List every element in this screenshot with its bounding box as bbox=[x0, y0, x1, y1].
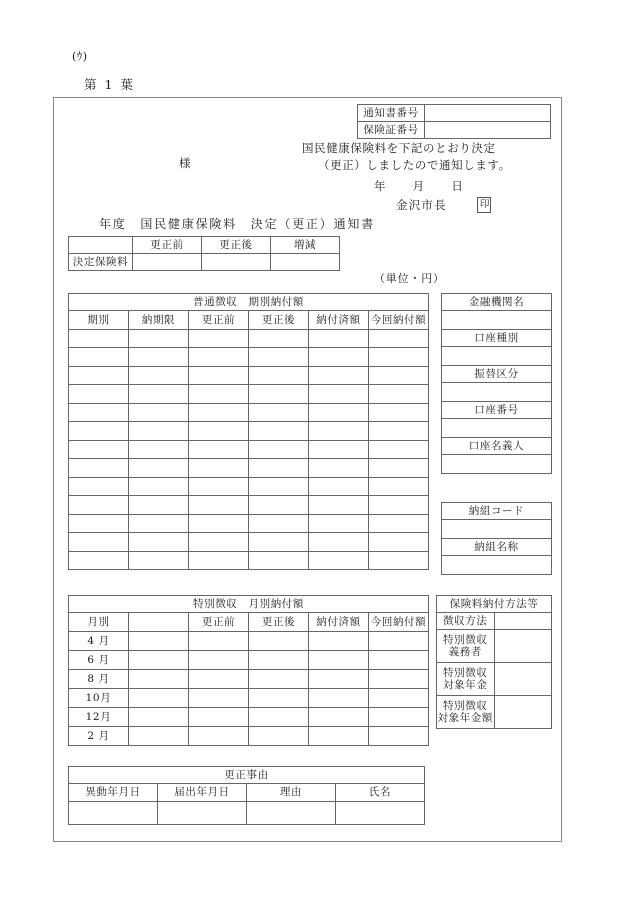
cell-before[interactable] bbox=[189, 440, 249, 459]
table-header-row bbox=[69, 311, 429, 330]
cell-current[interactable] bbox=[369, 514, 429, 533]
cell-after[interactable] bbox=[249, 727, 309, 746]
decided-header-diff: 増減 bbox=[271, 237, 340, 254]
cell-paid[interactable] bbox=[309, 422, 369, 441]
issuer-name: 金沢市長 bbox=[396, 198, 447, 212]
target-pension-label-line1: 特別徴収 bbox=[443, 666, 488, 679]
table-row bbox=[442, 438, 552, 455]
ordinary-header-paid: 納付済額 bbox=[309, 311, 369, 330]
cell-before[interactable] bbox=[189, 708, 249, 727]
target-pension-amount-label-line1: 特別徴収 bbox=[443, 699, 488, 712]
table-row bbox=[69, 477, 429, 496]
cell-before[interactable] bbox=[189, 348, 249, 367]
cell-period[interactable] bbox=[69, 440, 129, 459]
cell-after[interactable] bbox=[249, 670, 309, 689]
cell-period[interactable] bbox=[69, 551, 129, 570]
decided-premium-table bbox=[68, 236, 340, 271]
cell-current[interactable] bbox=[369, 477, 429, 496]
leaf-label: 第 1 葉 bbox=[84, 77, 135, 92]
table-row bbox=[69, 459, 429, 478]
ordinary-collection-caption: 普通徴収 期別納付額 bbox=[69, 294, 429, 311]
reason-cell-reason[interactable] bbox=[247, 802, 336, 825]
cell-blank[interactable] bbox=[129, 689, 189, 708]
decided-header-before: 更正前 bbox=[133, 237, 202, 254]
account-type-label: 口座種別 bbox=[442, 330, 552, 347]
cell-period[interactable] bbox=[69, 477, 129, 496]
cell-after[interactable] bbox=[249, 329, 309, 348]
issuer-line bbox=[396, 197, 491, 213]
cell-current[interactable] bbox=[369, 459, 429, 478]
table-row bbox=[442, 383, 552, 402]
table-row bbox=[442, 311, 552, 330]
table-caption-row bbox=[69, 294, 429, 311]
cell-before[interactable] bbox=[189, 632, 249, 651]
special-collector-label-line2: 義務者 bbox=[448, 646, 482, 658]
cell-period[interactable] bbox=[69, 496, 129, 515]
special-header-after: 更正後 bbox=[249, 613, 309, 632]
table-row bbox=[69, 727, 429, 746]
payment-group-table bbox=[441, 502, 552, 575]
table-row bbox=[69, 533, 429, 552]
cell-after[interactable] bbox=[249, 708, 309, 727]
target-pension-label bbox=[437, 663, 495, 696]
cell-period[interactable] bbox=[69, 329, 129, 348]
cell-after[interactable] bbox=[249, 477, 309, 496]
collection-method-label: 徴収方法 bbox=[437, 613, 495, 630]
transfer-class-value[interactable] bbox=[442, 383, 552, 402]
decided-value-diff[interactable] bbox=[271, 254, 340, 271]
table-row bbox=[69, 422, 429, 441]
account-holder-label: 口座名義人 bbox=[442, 438, 552, 455]
account-number-label: 口座番号 bbox=[442, 402, 552, 419]
table-header-row bbox=[69, 784, 425, 802]
decided-value-after[interactable] bbox=[202, 254, 271, 271]
cell-before[interactable] bbox=[189, 477, 249, 496]
cell-paid[interactable] bbox=[309, 459, 369, 478]
table-row bbox=[442, 556, 552, 575]
cell-current[interactable] bbox=[369, 329, 429, 348]
cell-before[interactable] bbox=[189, 651, 249, 670]
cell-month: 4 月 bbox=[69, 632, 129, 651]
notice-line-1: 国民健康保険料を下記のとおり決定 bbox=[302, 141, 496, 155]
table-row bbox=[69, 651, 429, 670]
payment-method-caption: 保険料納付方法等 bbox=[437, 596, 552, 613]
insurance-card-number-label: 保険証番号 bbox=[358, 122, 425, 139]
ordinary-header-before: 更正前 bbox=[189, 311, 249, 330]
date-month-label: 月 bbox=[412, 179, 426, 193]
cell-paid[interactable] bbox=[309, 727, 369, 746]
reason-cell-name[interactable] bbox=[336, 802, 425, 825]
cell-paid[interactable] bbox=[309, 348, 369, 367]
cell-current[interactable] bbox=[369, 551, 429, 570]
collection-method-value[interactable] bbox=[494, 613, 552, 630]
cell-duedate[interactable] bbox=[129, 477, 189, 496]
table-header-row bbox=[69, 237, 340, 254]
table-row bbox=[69, 514, 429, 533]
cell-paid[interactable] bbox=[309, 651, 369, 670]
cell-blank[interactable] bbox=[129, 670, 189, 689]
addressee-honorific: 様 bbox=[179, 156, 191, 170]
target-pension-amount-label bbox=[437, 696, 495, 729]
special-collector-value[interactable] bbox=[494, 630, 552, 663]
table-caption-row bbox=[437, 596, 552, 613]
cell-paid[interactable] bbox=[309, 496, 369, 515]
table-row bbox=[442, 402, 552, 419]
form-mark: (ｳ) bbox=[72, 50, 88, 63]
cell-after[interactable] bbox=[249, 632, 309, 651]
cell-before[interactable] bbox=[189, 533, 249, 552]
table-row bbox=[358, 105, 551, 122]
cell-after[interactable] bbox=[249, 514, 309, 533]
reason-header-reason: 理由 bbox=[247, 784, 336, 802]
group-code-label: 納組コード bbox=[442, 503, 552, 520]
cell-duedate[interactable] bbox=[129, 329, 189, 348]
cell-after[interactable] bbox=[249, 366, 309, 385]
cell-current[interactable] bbox=[369, 422, 429, 441]
cell-paid[interactable] bbox=[309, 440, 369, 459]
cell-period[interactable] bbox=[69, 403, 129, 422]
cell-duedate[interactable] bbox=[129, 440, 189, 459]
cell-paid[interactable] bbox=[309, 385, 369, 404]
decided-value-before[interactable] bbox=[133, 254, 202, 271]
cell-blank[interactable] bbox=[129, 632, 189, 651]
cell-current[interactable] bbox=[369, 533, 429, 552]
table-row bbox=[442, 503, 552, 520]
cell-before[interactable] bbox=[189, 514, 249, 533]
transfer-class-label: 振替区分 bbox=[442, 366, 552, 383]
cell-duedate[interactable] bbox=[129, 403, 189, 422]
cell-after[interactable] bbox=[249, 689, 309, 708]
cell-current[interactable] bbox=[369, 651, 429, 670]
special-header-before: 更正前 bbox=[189, 613, 249, 632]
cell-before[interactable] bbox=[189, 727, 249, 746]
table-row bbox=[69, 632, 429, 651]
table-row bbox=[442, 455, 552, 474]
special-collector-label bbox=[437, 630, 495, 663]
cell-current[interactable] bbox=[369, 670, 429, 689]
account-type-value[interactable] bbox=[442, 347, 552, 366]
cell-before[interactable] bbox=[189, 459, 249, 478]
cell-paid[interactable] bbox=[309, 708, 369, 727]
table-row bbox=[358, 122, 551, 139]
cell-paid[interactable] bbox=[309, 403, 369, 422]
ordinary-header-after: 更正後 bbox=[249, 311, 309, 330]
cell-before[interactable] bbox=[189, 551, 249, 570]
cell-month: 6 月 bbox=[69, 651, 129, 670]
group-name-value[interactable] bbox=[442, 556, 552, 575]
group-name-label: 納組名称 bbox=[442, 539, 552, 556]
table-row bbox=[69, 403, 429, 422]
cell-period[interactable] bbox=[69, 422, 129, 441]
table-row bbox=[69, 670, 429, 689]
cell-period[interactable] bbox=[69, 366, 129, 385]
insurance-card-number-value[interactable] bbox=[425, 122, 551, 139]
cell-before[interactable] bbox=[189, 403, 249, 422]
cell-duedate[interactable] bbox=[129, 514, 189, 533]
decided-premium-label: 決定保険料 bbox=[69, 254, 133, 271]
cell-duedate[interactable] bbox=[129, 348, 189, 367]
cell-paid[interactable] bbox=[309, 514, 369, 533]
cell-current[interactable] bbox=[369, 348, 429, 367]
ordinary-header-current: 今回納付額 bbox=[369, 311, 429, 330]
notice-line-2: （更正）しましたので通知します。 bbox=[318, 157, 511, 172]
reason-cell-change-date[interactable] bbox=[69, 802, 158, 825]
table-row bbox=[442, 419, 552, 438]
date-year-label: 年 bbox=[374, 179, 387, 193]
table-row bbox=[437, 630, 552, 663]
page-title: 年度 国民健康保険料 決定（更正）通知書 bbox=[99, 217, 376, 231]
cell-after[interactable] bbox=[249, 459, 309, 478]
cell-current[interactable] bbox=[369, 403, 429, 422]
cell-after[interactable] bbox=[249, 533, 309, 552]
cell-before[interactable] bbox=[189, 422, 249, 441]
table-row bbox=[69, 254, 340, 271]
special-header-current: 今回納付額 bbox=[369, 613, 429, 632]
form-frame bbox=[53, 97, 562, 842]
table-row bbox=[69, 348, 429, 367]
cell-paid[interactable] bbox=[309, 670, 369, 689]
notice-number-table bbox=[357, 104, 551, 139]
ordinary-header-period: 期別 bbox=[69, 311, 129, 330]
account-number-value[interactable] bbox=[442, 419, 552, 438]
cell-current[interactable] bbox=[369, 496, 429, 515]
ordinary-collection-table bbox=[68, 293, 429, 570]
reason-cell-report-date[interactable] bbox=[158, 802, 247, 825]
cell-period[interactable] bbox=[69, 514, 129, 533]
table-row bbox=[442, 294, 552, 311]
table-row bbox=[69, 385, 429, 404]
cell-after[interactable] bbox=[249, 403, 309, 422]
cell-before[interactable] bbox=[189, 366, 249, 385]
cell-paid[interactable] bbox=[309, 689, 369, 708]
cell-paid[interactable] bbox=[309, 366, 369, 385]
table-row bbox=[442, 539, 552, 556]
cell-period[interactable] bbox=[69, 533, 129, 552]
notice-number-label: 通知書番号 bbox=[358, 105, 425, 122]
cell-duedate[interactable] bbox=[129, 496, 189, 515]
table-row bbox=[442, 520, 552, 539]
table-row bbox=[69, 329, 429, 348]
table-row bbox=[69, 440, 429, 459]
cell-after[interactable] bbox=[249, 496, 309, 515]
table-row bbox=[69, 551, 429, 570]
cell-month: 12月 bbox=[69, 708, 129, 727]
special-collector-label-line1: 特別徴収 bbox=[443, 633, 488, 646]
reason-header-report-date: 届出年月日 bbox=[158, 784, 247, 802]
group-code-value[interactable] bbox=[442, 520, 552, 539]
cell-duedate[interactable] bbox=[129, 533, 189, 552]
cell-after[interactable] bbox=[249, 651, 309, 670]
cell-before[interactable] bbox=[189, 689, 249, 708]
notice-text bbox=[302, 140, 548, 173]
cell-month: 10月 bbox=[69, 689, 129, 708]
cell-period[interactable] bbox=[69, 385, 129, 404]
cell-month: 8 月 bbox=[69, 670, 129, 689]
cell-duedate[interactable] bbox=[129, 366, 189, 385]
table-row bbox=[69, 689, 429, 708]
reason-header-change-date: 異動年月日 bbox=[69, 784, 158, 802]
cell-current[interactable] bbox=[369, 632, 429, 651]
cell-after[interactable] bbox=[249, 551, 309, 570]
cell-paid[interactable] bbox=[309, 533, 369, 552]
target-pension-amount-value[interactable] bbox=[494, 696, 552, 729]
cell-duedate[interactable] bbox=[129, 551, 189, 570]
cell-current[interactable] bbox=[369, 689, 429, 708]
cell-current[interactable] bbox=[369, 708, 429, 727]
correction-reason-caption: 更正事由 bbox=[69, 767, 425, 784]
cell-current[interactable] bbox=[369, 366, 429, 385]
table-row bbox=[437, 696, 552, 729]
cell-duedate[interactable] bbox=[129, 422, 189, 441]
cell-before[interactable] bbox=[189, 670, 249, 689]
target-pension-label-line2: 対象年金 bbox=[443, 679, 488, 691]
target-pension-amount-label-line2: 対象年金額 bbox=[437, 712, 493, 724]
cell-current[interactable] bbox=[369, 440, 429, 459]
table-row bbox=[442, 330, 552, 347]
table-caption-row bbox=[69, 596, 429, 613]
decided-header-after: 更正後 bbox=[202, 237, 271, 254]
table-row bbox=[69, 496, 429, 515]
cell-blank[interactable] bbox=[129, 651, 189, 670]
cell-blank[interactable] bbox=[129, 708, 189, 727]
cell-paid[interactable] bbox=[309, 551, 369, 570]
cell-duedate[interactable] bbox=[129, 459, 189, 478]
special-header-month: 月別 bbox=[69, 613, 129, 632]
target-pension-value[interactable] bbox=[494, 663, 552, 696]
cell-after[interactable] bbox=[249, 422, 309, 441]
seal-icon: 印 bbox=[477, 197, 492, 213]
table-row bbox=[69, 708, 429, 727]
bank-name-label: 金融機関名 bbox=[442, 294, 552, 311]
cell-current[interactable] bbox=[369, 385, 429, 404]
table-row bbox=[442, 366, 552, 383]
table-row bbox=[69, 802, 425, 825]
cell-period[interactable] bbox=[69, 459, 129, 478]
special-header-paid: 納付済額 bbox=[309, 613, 369, 632]
cell-before[interactable] bbox=[189, 385, 249, 404]
cell-paid[interactable] bbox=[309, 329, 369, 348]
cell-before[interactable] bbox=[189, 496, 249, 515]
table-row bbox=[442, 347, 552, 366]
date-line bbox=[374, 178, 464, 194]
special-header-blank bbox=[129, 613, 189, 632]
bank-name-value[interactable] bbox=[442, 311, 552, 330]
special-collection-caption: 特別徴収 月別納付額 bbox=[69, 596, 429, 613]
payment-method-table bbox=[436, 595, 552, 729]
cell-paid[interactable] bbox=[309, 632, 369, 651]
cell-before[interactable] bbox=[189, 329, 249, 348]
notice-number-value[interactable] bbox=[425, 105, 551, 122]
cell-period[interactable] bbox=[69, 348, 129, 367]
cell-month: 2 月 bbox=[69, 727, 129, 746]
table-row bbox=[69, 366, 429, 385]
ordinary-header-duedate: 納期限 bbox=[129, 311, 189, 330]
cell-after[interactable] bbox=[249, 385, 309, 404]
table-header-row bbox=[69, 613, 429, 632]
cell-current[interactable] bbox=[369, 727, 429, 746]
unit-note: （単位・円） bbox=[374, 272, 445, 285]
decided-corner-cell bbox=[69, 237, 133, 254]
correction-reason-table bbox=[68, 766, 425, 825]
cell-paid[interactable] bbox=[309, 477, 369, 496]
table-caption-row bbox=[69, 767, 425, 784]
cell-after[interactable] bbox=[249, 440, 309, 459]
table-row bbox=[437, 613, 552, 630]
reason-header-name: 氏名 bbox=[336, 784, 425, 802]
table-row bbox=[437, 663, 552, 696]
bank-info-table bbox=[441, 293, 552, 474]
account-holder-value[interactable] bbox=[442, 455, 552, 474]
cell-blank[interactable] bbox=[129, 727, 189, 746]
special-collection-table bbox=[68, 595, 429, 746]
cell-after[interactable] bbox=[249, 348, 309, 367]
date-day-label: 日 bbox=[451, 179, 464, 193]
cell-duedate[interactable] bbox=[129, 385, 189, 404]
